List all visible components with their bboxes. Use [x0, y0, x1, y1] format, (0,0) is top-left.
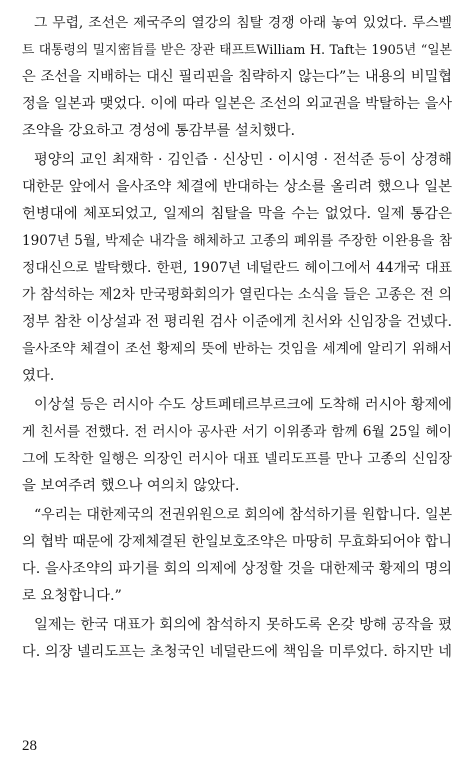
text-line: 1907년 5월, 박제순 내각을 해체하고 고종의 폐위를 주장한 이완용을 참 [22, 233, 452, 249]
text-line: 정대신으로 발탁했다. 한편, 1907년 네덜란드 헤이그에서 44개국 대표 [22, 260, 452, 276]
text-line: 을사조약 체결이 조선 황제의 뜻에 반하는 것임을 세계에 알리기 위해서 [22, 341, 452, 357]
text-line: 평양의 교인 최재학 · 김인즙 · 신상민 · 이시영 · 전석준 등이 상경해 [34, 152, 452, 168]
paragraph [22, 10, 452, 145]
text-line: 의 협박 때문에 강제체결된 한일보호조약은 마땅히 무효화되어야 합니 [22, 534, 452, 550]
text-line: 정을 일본과 맺었다. 이에 따라 일본은 조선의 외교권을 박탈하는 을사 [22, 96, 452, 112]
text-line: 그 무렵, 조선은 제국주의 열강의 침탈 경쟁 아래 놓여 있었다. 루스벨 [34, 15, 452, 31]
text-line: 은 조선을 지배하는 대신 필리핀을 침략하지 않는다”는 내용의 비밀협 [22, 69, 452, 85]
book-page-body [22, 10, 452, 668]
paragraph [22, 392, 452, 500]
text-line: 정부 참찬 이상설과 전 평리원 검사 이준에게 친서와 신임장을 건넸다. [22, 314, 452, 330]
text-line: 가 참석하는 제2차 만국평화회의가 열린다는 소식을 들은 고종은 전 의 [22, 287, 452, 303]
text-line: 다. 의장 넬리도프는 초청국인 네덜란드에 책임을 미루었다. 하지만 네 [22, 644, 452, 660]
text-line: 였다. [22, 368, 55, 384]
text-line: 헌병대에 체포되었고, 일제의 침탈을 막을 수는 없었다. 일제 통감은 [22, 206, 452, 222]
paragraph [22, 147, 452, 390]
text-line: 그에 도착한 일행은 의장인 러시아 대표 넬리도프를 만나 고종의 신임장 [22, 451, 452, 467]
text-line: 로 요청합니다.” [22, 588, 122, 604]
text-line: 일제는 한국 대표가 회의에 참석하지 못하도록 온갖 방해 공작을 폈 [34, 617, 452, 633]
text-line: 조약을 강요하고 경성에 통감부를 설치했다. [22, 123, 296, 139]
text-line: 게 친서를 전했다. 전 러시아 공사관 서기 이위종과 함께 6월 25일 헤이 [22, 424, 452, 440]
text-line: “우리는 대한제국의 전권위원으로 회의에 참석하기를 원합니다. 일본 [34, 507, 452, 523]
paragraph [22, 612, 452, 666]
text-line: 이상설 등은 러시아 수도 상트페테르부르크에 도착해 러시아 황제에 [34, 397, 452, 413]
text-line: 대한문 앞에서 을사조약 체결에 반대하는 상소를 올리려 했으나 일본 [22, 179, 452, 195]
paragraph [22, 502, 452, 610]
text-line: 다. 을사조약의 파기를 회의 의제에 상정할 것을 대한제국 황제의 명의 [22, 561, 452, 577]
text-line: 을 보여주려 했으나 여의치 않았다. [22, 478, 240, 494]
text-line: 트 대통령의 밀지密旨를 받은 장관 태프트William H. Taft는 1905년 “일본 [22, 43, 452, 58]
page-number: 28 [22, 738, 37, 754]
